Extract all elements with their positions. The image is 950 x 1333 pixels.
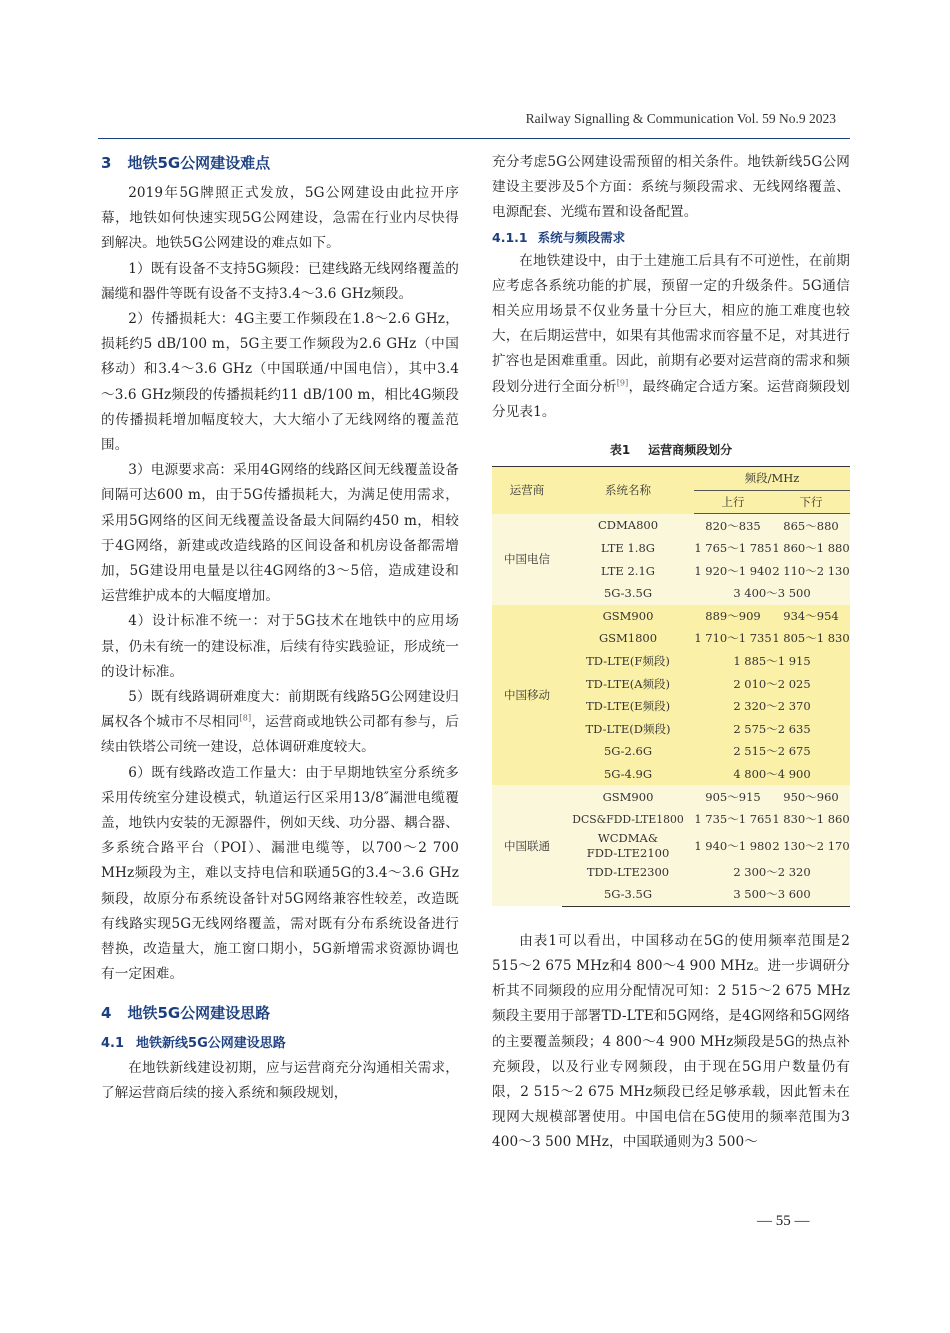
difficulty-4: 4）设计标准不统一：对于5G技术在地铁中的应用场景，仍未有统一的建设标准，后续有待实践验证，形成统一的设计标准。 [101, 613, 459, 680]
system-cell: TD-LTE(D频段) [562, 718, 694, 741]
uplink-cell: 889～909 [694, 605, 772, 628]
band-cell: 2 575～2 635 [694, 718, 850, 741]
section-4-1-paragraph: 在地铁新线建设初期，应与运营商充分沟通相关需求，了解运营商后续的接入系统和频段规划， [101, 1059, 459, 1101]
difficulty-3: 3）电源要求高：采用4G网络的线路区间无线覆盖设备间隔可达600 m，由于5G传播损耗大，为满足使用需求，采用5G网络的区间无线覆盖设备最大间隔约450 m，相较于4G网络，新建或改造线路的区间设备和机房设备都需增加，5G建设用电量是以往4G网络的3～5倍，造成建设和运营维护成本的大幅度增加。 [101, 462, 459, 605]
system-line: FDD-LTE2100 [586, 845, 670, 860]
operator-cell: 中国联通 [492, 785, 562, 906]
uplink-cell: 1 920～1 940 [694, 559, 772, 582]
difficulty-6: 6）既有线路改造工作量大：由于早期地铁室分系统多采用传统室分建设模式，轨道运行区采用13/8″漏泄电缆覆盖，地铁内安装的无源器件，例如天线、功分器、耦合器、多系统合路平台（POI）、漏泄电缆等，以700～2 700 MHz频段为主，难以支持电信和联通5G的3.4～3.6 GHz频段，故原分布系统设备针对5G网络兼容性较差，改造既有线路实现5G无线网络覆盖，需对既有分布系统设备进行替换，改造量大，施工窗口期小，5G新增需求资源协调也有一定困难。 [101, 764, 459, 983]
uplink-cell: 1 735～1 765 [694, 808, 772, 831]
operator-cell: 中国电信 [492, 514, 562, 605]
text: ，运营商或地铁公司都有参与，后续由铁塔公司统一建设，总体调研难度较大。 [101, 714, 460, 756]
system-cell: TD-LTE(A频段) [562, 672, 694, 695]
frequency-table [492, 466, 850, 907]
citation-8: [8] [239, 713, 252, 723]
system-cell: GSM900 [562, 785, 694, 808]
downlink-cell: 2 110～2 130 [772, 559, 850, 582]
header-band: 频段/MHz [694, 467, 850, 491]
system-cell: LTE 1.8G [562, 537, 694, 560]
system-cell: TD-LTE(E频段) [562, 695, 694, 718]
system-cell: 5G-3.5G [562, 883, 694, 906]
uplink-cell: 1 765～1 785 [694, 537, 772, 560]
text: 在地铁建设中，由于土建施工后具有不可逆性，在前期应考虑各系统功能的扩展，预留一定的升级条件。5G通信相关应用场景不仅业务量十分巨大，相应的施工难度也较大，在后期运营中，如果有其他需求而容量不足，对其进行扩容也是困难重重。因此，前期有必要对运营商的需求和频段划分进行全面分析 [492, 252, 850, 395]
table-title: 运营商频段划分 [648, 443, 733, 458]
section-number: 4 [101, 1003, 112, 1022]
running-header: Railway Signalling & Communication Vol. 59 No.9 2023 [525, 111, 836, 126]
system-cell: GSM1800 [562, 627, 694, 650]
difficulty-2: 2）传播损耗大：4G主要工作频段在1.8～2.6 GHz，损耗约5 dB/100 m，5G主要工作频段为2.6 GHz（中国移动）和3.4～3.6 GHz（中国联通/中国电信），其中3.4～3.6 GHz频段的传播损耗约11 dB/100 m，相比4G频段的传播损耗增加幅度较大，大大缩小了无线网络的覆盖范围。 [101, 311, 459, 454]
text: 5）既有线路调研难度大：前期既有线路5G公网建设归属权各个城市不尽相同 [101, 689, 459, 731]
header-operator: 运营商 [492, 467, 562, 514]
system-cell: DCS&FDD-LTE1800 [562, 808, 694, 831]
system-cell [562, 831, 694, 861]
intro-paragraph: 2019年5G牌照正式发放，5G公网建设由此拉开序幕，地铁如何快速实现5G公网建设，急需在行业内尽快得到解决。地铁5G公网建设的难点如下。 [101, 185, 459, 252]
difficulty-5 [101, 685, 459, 761]
header-downlink: 下行 [772, 490, 850, 514]
page-number: — 55 — [757, 1213, 810, 1229]
header-system: 系统名称 [562, 467, 694, 514]
continued-paragraph: 充分考虑5G公网建设需预留的相关条件。地铁新线5G公网建设主要涉及5个方面：系统与频段需求、无线网络覆盖、电源配套、光缆布置和设备配置。 [492, 154, 850, 221]
post-table-paragraph: 由表1可以看出，中国移动在5G的使用频率范围是2 515～2 675 MHz和4 800～4 900 MHz。进一步调研分析其不同频段的应用分配情况可知：2 515～2 675 MHz频段主要用于部署TD-LTE和5G网络，是4G网络和5G网络的主要覆盖频段；4 800～4 900 MHz频段是5G的热点补充频段，以及行业专网频段，由于现在5G用户数量仍有限，2 515～2 675 MHz频段已经足够承载，因此暂未在现网大规模部署使用。中国电信在5G使用的频率范围为3 400～3 500 MHz，中国联通则为3 500～ [492, 932, 850, 1151]
section-title: 地铁5G公网建设难点 [127, 154, 271, 172]
section-3-heading [101, 152, 459, 173]
table-row [492, 785, 850, 808]
section-title: 地铁5G公网建设思路 [127, 1003, 271, 1022]
table-row [492, 605, 850, 628]
difficulty-1: 1）既有设备不支持5G频段：已建线路无线网络覆盖的漏缆和器件等既有设备不支持3.4～3.6 GHz频段。 [101, 260, 459, 302]
band-cell: 2 320～2 370 [694, 695, 850, 718]
uplink-cell: 1 940～1 980 [694, 831, 772, 861]
table-number: 表1 [609, 443, 631, 458]
downlink-cell: 950～960 [772, 785, 850, 808]
text: ，最终确定合适方案。运营商频段划分见表1。 [492, 378, 850, 420]
downlink-cell: 865～880 [772, 514, 850, 537]
band-cell: 3 500～3 600 [694, 883, 850, 906]
downlink-cell: 934～954 [772, 605, 850, 628]
citation-9: [9] [616, 378, 629, 388]
system-line: WCDMA& [597, 830, 659, 845]
left-column [101, 150, 459, 1106]
section-4-1-1-heading [492, 226, 850, 249]
uplink-cell: 1 710～1 735 [694, 627, 772, 650]
band-cell: 2 300～2 320 [694, 861, 850, 884]
table-caption [492, 441, 850, 458]
downlink-cell: 1 860～1 880 [772, 537, 850, 560]
band-cell: 2 515～2 675 [694, 740, 850, 763]
band-cell: 4 800～4 900 [694, 763, 850, 786]
downlink-cell: 2 130～2 170 [772, 831, 850, 861]
header-uplink: 上行 [694, 490, 772, 514]
band-cell: 2 010～2 025 [694, 672, 850, 695]
system-cell: 5G-4.9G [562, 763, 694, 786]
system-cell: TD-LTE(F频段) [562, 650, 694, 673]
uplink-cell: 905～915 [694, 785, 772, 808]
downlink-cell: 1 830～1 860 [772, 808, 850, 831]
uplink-cell: 820～835 [694, 514, 772, 537]
section-number: 4.1 [101, 1035, 125, 1051]
system-cell: 5G-3.5G [562, 582, 694, 605]
downlink-cell: 1 805～1 830 [772, 627, 850, 650]
section-title: 系统与频段需求 [537, 229, 626, 245]
operator-cell: 中国移动 [492, 605, 562, 786]
section-number: 3 [101, 154, 112, 172]
section-4-1-1-paragraph [492, 249, 850, 425]
section-4-1-heading [101, 1031, 459, 1056]
band-cell: 1 885～1 915 [694, 650, 850, 673]
right-column [492, 150, 850, 1156]
system-cell: 5G-2.6G [562, 740, 694, 763]
system-cell: TDD-LTE2300 [562, 861, 694, 884]
system-cell: LTE 2.1G [562, 559, 694, 582]
system-cell: GSM900 [562, 605, 694, 628]
table-row [492, 514, 850, 537]
section-number: 4.1.1 [492, 229, 528, 245]
section-4-heading [101, 1002, 459, 1023]
system-cell: CDMA800 [562, 514, 694, 537]
band-cell: 3 400～3 500 [694, 582, 850, 605]
section-title: 地铁新线5G公网建设思路 [136, 1035, 286, 1051]
header-rule [98, 138, 850, 139]
